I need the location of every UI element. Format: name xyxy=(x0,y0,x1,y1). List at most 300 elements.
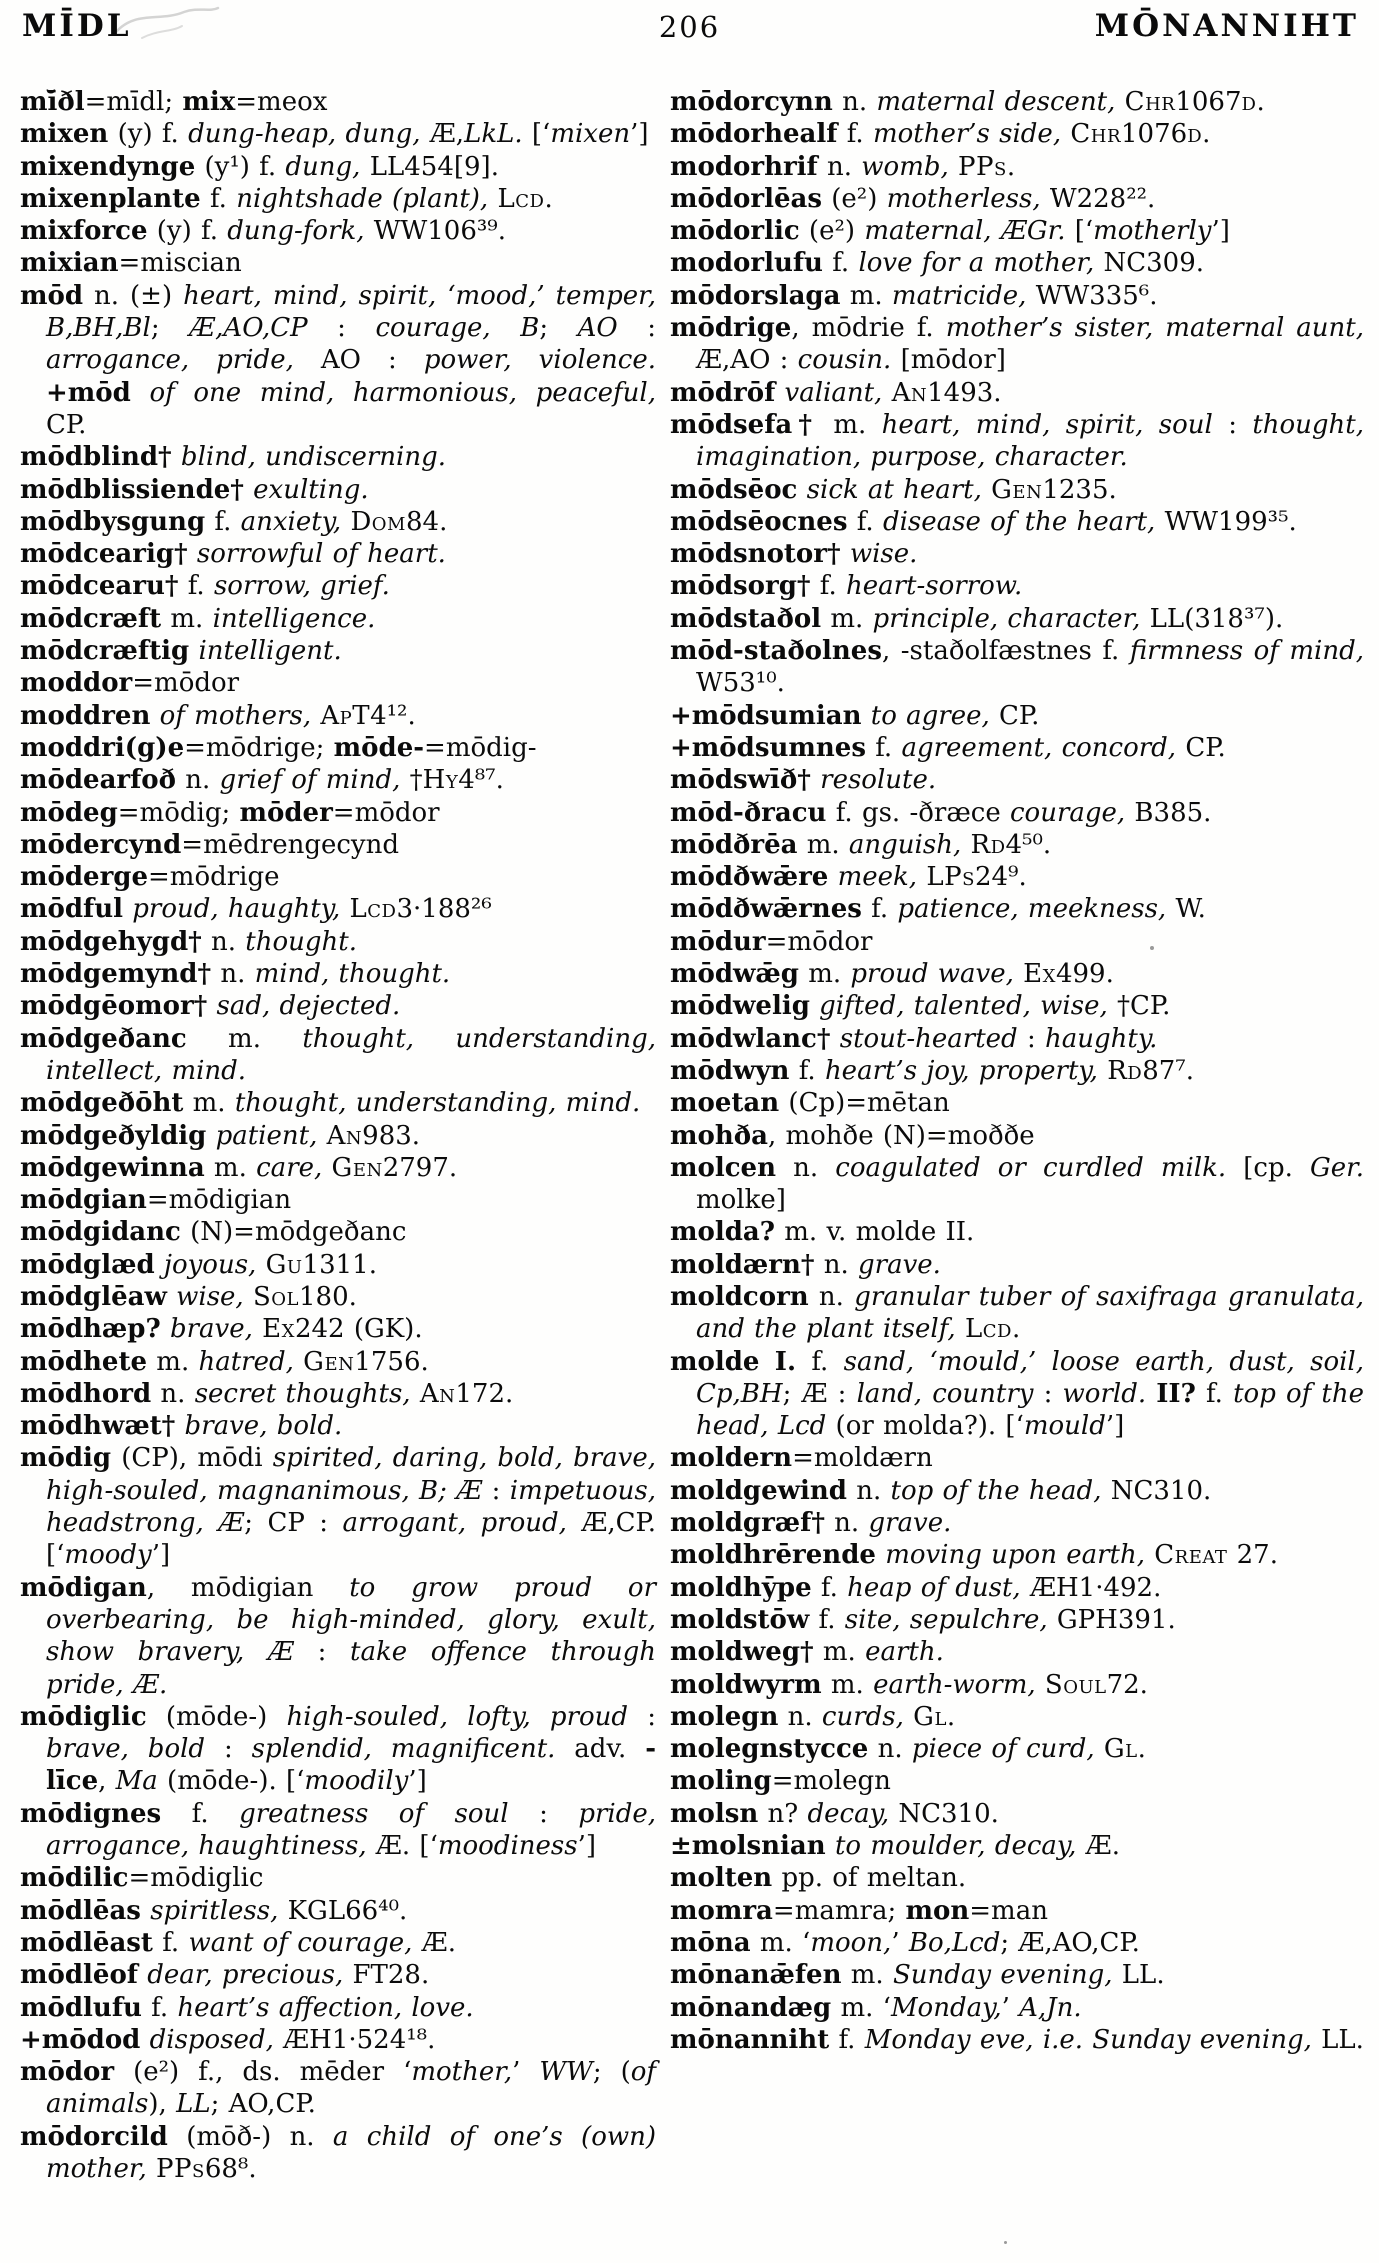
entry-text: care, xyxy=(256,1152,323,1183)
entry-text: f. xyxy=(822,248,859,279)
entry-text: ÆGr. xyxy=(1000,216,1066,247)
entry-text: ’ xyxy=(891,1927,909,1958)
entry-text: blind, undiscerning. xyxy=(180,442,446,473)
dictionary-entry xyxy=(670,926,1364,958)
headword: mōdgewinna xyxy=(20,1152,205,1183)
entry-text: earth-worm, xyxy=(873,1669,1036,1700)
entry-text: (e²) xyxy=(799,216,865,247)
headword: mōdwyn xyxy=(670,1055,790,1086)
entry-text: : xyxy=(1212,409,1253,440)
dictionary-entry xyxy=(670,280,1364,312)
entry-text: f. xyxy=(141,1992,178,2023)
entry-text: proud, haughty, xyxy=(132,894,341,925)
entry-text: =mēdrengecynd xyxy=(181,829,399,860)
headword: mixendynge xyxy=(20,151,196,182)
dictionary-entry xyxy=(20,2024,656,2056)
entry-text: =mōdor xyxy=(765,926,873,957)
entry-text: (y) f. xyxy=(108,119,189,150)
headword: mōdblind† xyxy=(20,442,172,473)
entry-text xyxy=(1145,1540,1154,1570)
entry-text: n. xyxy=(201,926,246,957)
dictionary-entry xyxy=(670,1862,1364,1894)
dictionary-entry xyxy=(20,570,656,602)
entry-text: f. xyxy=(861,894,898,925)
entry-text: (Cp)=mētan xyxy=(779,1088,950,1119)
entry-text: earth. xyxy=(865,1637,944,1668)
entry-text: m. xyxy=(161,603,213,634)
text-columns xyxy=(20,86,1364,2185)
dictionary-entry xyxy=(670,958,1364,990)
entry-text: 180. xyxy=(299,1281,357,1312)
entry-text: Bo,Lcd xyxy=(908,1927,1001,1958)
entry-text: 4⁵⁰. xyxy=(1005,829,1052,860)
entry-text xyxy=(322,1153,331,1183)
dictionary-entry xyxy=(670,1798,1364,1830)
entry-text xyxy=(904,1702,913,1732)
headword: mōdcræftig xyxy=(20,636,190,667)
headword: mōdgian xyxy=(20,1185,147,1216)
dictionary-entry xyxy=(670,797,1364,829)
entry-text: heart, mind, spirit, ‘mood,’ temper, B,BH,Bl xyxy=(46,280,656,344)
entry-text: (mōde-) xyxy=(146,1701,287,1732)
entry-text xyxy=(188,539,197,569)
entry-text: =meox xyxy=(235,87,328,117)
headword: mōdeg xyxy=(20,797,118,828)
headword: molde xyxy=(670,1346,760,1377)
dictionary-entry xyxy=(20,893,656,925)
dictionary-entry xyxy=(670,1539,1364,1571)
headword: mī̆ðl xyxy=(20,87,85,117)
headword: moddri(g)e xyxy=(20,732,185,763)
headword: moldgewind xyxy=(670,1475,847,1506)
entry-text: ; Æ,AO,CP. xyxy=(1000,1927,1140,1958)
entry-text xyxy=(961,830,970,860)
dictionary-entry xyxy=(20,474,656,506)
headword: moling xyxy=(670,1766,772,1797)
dictionary-entry xyxy=(20,247,656,279)
headword: mōdglæd xyxy=(20,1249,155,1280)
headword: mōdrōf xyxy=(670,377,776,408)
running-head-left: MĪDL xyxy=(22,8,132,44)
headword: mōdbysgung xyxy=(20,506,206,537)
entry-text: coagulated or curdled milk. xyxy=(835,1152,1227,1183)
dictionary-entry xyxy=(20,797,656,829)
entry-text: m. xyxy=(798,959,851,990)
headword: mōdcearu† xyxy=(20,571,179,602)
entry-text: m. ‘ xyxy=(831,1992,891,2023)
entry-text: =mōdor xyxy=(132,668,240,699)
entry-text: Lcd xyxy=(777,1411,827,1442)
entry-text: =man xyxy=(969,1895,1048,1926)
dictionary-entry xyxy=(20,506,656,538)
entry-text: † xyxy=(400,765,423,796)
entry-text xyxy=(140,2025,149,2055)
entry-text: =mōdrige; xyxy=(184,732,334,763)
headword: ±molsnian xyxy=(670,1831,826,1862)
entry-text xyxy=(1146,1379,1156,1409)
entry-text: 68⁸. xyxy=(204,2154,257,2184)
dictionary-entry xyxy=(670,2024,1364,2056)
headword: mōdgidanc xyxy=(20,1217,181,1248)
headword: molsn xyxy=(670,1798,759,1829)
entry-text: m. v. molde II. xyxy=(775,1217,975,1248)
entry-text: m. xyxy=(840,280,892,311)
entry-text: AO : xyxy=(293,345,424,376)
entry-text: top of the head, xyxy=(696,1378,1364,1442)
entry-text: 3·188²⁶ xyxy=(396,894,492,925)
entry-text: =mōdor xyxy=(332,797,440,828)
entry-text: WW335⁶. xyxy=(1026,280,1158,311)
entry-text: a child of one’s (own) mother, xyxy=(46,2121,656,2184)
headword: moldhrērende xyxy=(670,1540,876,1571)
headword: mōdcearig† xyxy=(20,539,188,570)
dictionary-entry xyxy=(20,280,656,441)
entry-text: valiant, xyxy=(784,377,883,408)
dictionary-entry xyxy=(20,1313,656,1345)
entry-text: Lcd xyxy=(349,894,397,925)
dictionary-entry xyxy=(20,2056,656,2121)
entry-text: n. xyxy=(151,1378,195,1409)
entry-text xyxy=(811,765,820,795)
headword: moldwyrm xyxy=(670,1669,822,1700)
entry-text: take offence through pride, Æ. xyxy=(46,1637,656,1700)
entry-text: heart’s affection, love. xyxy=(177,1992,474,2023)
entry-text: brave, bold xyxy=(46,1734,206,1765)
entry-text: cousin. xyxy=(797,345,892,376)
entry-text: of animals xyxy=(46,2057,657,2120)
headword: mōdblissiende† xyxy=(20,474,244,505)
entry-text: n. (±) xyxy=(83,280,184,311)
headword: mōder xyxy=(239,797,333,828)
entry-text xyxy=(147,2154,156,2184)
entry-text xyxy=(1095,1734,1104,1764)
entry-text: of mothers, xyxy=(159,700,312,731)
entry-text: f. xyxy=(865,732,902,763)
entry-text: resolute. xyxy=(820,765,937,796)
entry-text: ’] xyxy=(630,119,649,150)
headword: mōdwlanc† xyxy=(670,1023,831,1054)
entry-text: (mōð-) n. xyxy=(167,2121,333,2152)
entry-text: Ger. xyxy=(1310,1152,1364,1183)
entry-text: f. xyxy=(205,506,241,537)
page-header xyxy=(0,0,1379,60)
dictionary-entry xyxy=(670,1830,1364,1862)
entry-text: , mohðe (N)=moððe xyxy=(767,1120,1035,1151)
entry-text: n. xyxy=(211,959,255,990)
entry-text: n. xyxy=(176,765,220,796)
entry-text: n. xyxy=(776,1152,836,1183)
entry-text: LL xyxy=(176,2089,211,2120)
entry-text: =miscian xyxy=(118,248,242,279)
headword: mōdgēomor† xyxy=(20,991,208,1022)
entry-text: Æ. xyxy=(412,1927,456,1958)
headword: mōd-staðolnes xyxy=(670,636,882,667)
entry-text: WW199³⁵. xyxy=(1155,506,1297,537)
dictionary-entry xyxy=(670,1572,1364,1604)
entry-text: site, sepulchre, xyxy=(844,1604,1048,1635)
entry-text: n. xyxy=(778,1701,822,1732)
entry-text xyxy=(830,1024,839,1054)
dictionary-entry xyxy=(670,151,1364,183)
dictionary-entry xyxy=(670,474,1364,506)
entry-text: intelligence. xyxy=(212,603,376,634)
entry-text: high-souled, lofty, proud xyxy=(286,1701,629,1732)
entry-text: courage, B xyxy=(375,313,540,344)
dictionary-entry xyxy=(670,1249,1364,1281)
entry-text: sorrow, grief. xyxy=(213,571,390,602)
dictionary-entry xyxy=(20,732,656,764)
entry-text xyxy=(150,701,159,731)
dictionary-entry xyxy=(670,1733,1364,1765)
entry-text: f. xyxy=(811,1572,848,1603)
entry-text: : xyxy=(205,1734,252,1765)
entry-text: m. xyxy=(821,603,873,634)
entry-text: Cp,BH xyxy=(696,1378,783,1409)
entry-text: dung-fork, xyxy=(227,216,365,247)
entry-text: wise. xyxy=(849,539,918,570)
entry-text: curds, xyxy=(821,1701,904,1732)
entry-text: ÆH1·524¹⁸. xyxy=(273,2024,436,2055)
entry-text: (CP), mōdi xyxy=(111,1443,273,1474)
entry-text xyxy=(759,1347,774,1377)
entry-text xyxy=(775,378,784,408)
entry-text: hatred, xyxy=(198,1346,294,1377)
entry-text: n. xyxy=(868,1734,912,1765)
entry-text: splendid, magnificent. xyxy=(251,1734,556,1765)
headword: II? xyxy=(1156,1378,1196,1409)
entry-text: n. xyxy=(846,1475,891,1506)
entry-text: Creat xyxy=(1154,1540,1228,1571)
dictionary-entry xyxy=(20,700,656,732)
dictionary-entry xyxy=(670,1442,1364,1474)
dictionary-entry xyxy=(670,1959,1364,1991)
entry-text: moodily xyxy=(304,1766,409,1797)
headword: mixian xyxy=(20,248,119,279)
entry-text: moving upon earth, xyxy=(885,1540,1145,1571)
entry-text: =mōdigian xyxy=(146,1185,292,1216)
entry-text xyxy=(141,1896,150,1926)
dictionary-entry xyxy=(20,1281,656,1313)
dictionary-entry xyxy=(20,1992,656,2024)
entry-text: =mōdiglic xyxy=(128,1863,264,1894)
entry-text xyxy=(862,701,871,731)
dictionary-entry xyxy=(20,1862,656,1894)
headword: mōdlēast xyxy=(20,1927,153,1958)
entry-text: . xyxy=(1256,87,1265,117)
dictionary-entry xyxy=(670,1216,1364,1248)
dictionary-entry xyxy=(20,990,656,1022)
dictionary-entry xyxy=(670,247,1364,279)
entry-text xyxy=(876,1540,885,1570)
entry-text: W53¹⁰. xyxy=(696,668,785,699)
dictionary-entry xyxy=(20,958,656,990)
dictionary-entry xyxy=(20,1346,656,1378)
entry-text: thought, imagination, purpose, character. xyxy=(696,409,1365,473)
headword: molegnstycce xyxy=(670,1734,869,1765)
headword: mōdorslaga xyxy=(670,280,841,311)
entry-text: ’ xyxy=(1001,1992,1020,2023)
entry-text: An xyxy=(419,1378,456,1409)
headword: mōdcræft xyxy=(20,603,162,634)
entry-text xyxy=(131,378,150,408)
dictionary-entry xyxy=(670,1120,1364,1152)
dictionary-entry xyxy=(670,312,1364,377)
dictionary-entry xyxy=(20,441,656,473)
dictionary-entry xyxy=(670,1701,1364,1733)
entry-text: . xyxy=(1202,119,1211,150)
entry-text: pride, arrogance, haughtiness, xyxy=(46,1798,657,1862)
entry-text: m. xyxy=(186,1023,303,1054)
entry-text: =mamra; xyxy=(772,1895,906,1926)
dictionary-entry xyxy=(670,570,1364,602)
entry-text: (N)=mōdgeðanc xyxy=(180,1217,407,1248)
dictionary-entry xyxy=(20,1701,656,1798)
entry-text: f. xyxy=(809,1604,845,1635)
entry-text xyxy=(317,1121,326,1151)
entry-text: patience, meekness, xyxy=(897,894,1167,925)
entry-text: stout-hearted xyxy=(839,1023,1018,1054)
headword: mōnanǣfen xyxy=(670,1960,842,1991)
entry-text: ; CP : xyxy=(244,1508,343,1539)
entry-text: ), xyxy=(148,2089,177,2120)
dictionary-entry xyxy=(20,183,656,215)
entry-text: =mōdig- xyxy=(424,732,537,763)
headword: mōdwelig xyxy=(670,991,810,1022)
entry-text: Chr xyxy=(1124,87,1176,117)
headword: molten xyxy=(670,1863,773,1894)
entry-text: adv. xyxy=(555,1734,646,1765)
entry-text: PPs xyxy=(156,2154,205,2184)
entry-text xyxy=(810,991,819,1021)
entry-text: m. xyxy=(183,1088,235,1119)
entry-text: 1067 xyxy=(1175,87,1242,117)
entry-text xyxy=(882,378,891,408)
headword: modorlufu xyxy=(670,248,823,279)
entry-text: NC310. xyxy=(889,1798,999,1829)
entry-text: moodiness xyxy=(437,1831,578,1862)
dictionary-entry xyxy=(670,1636,1364,1668)
entry-text: nightshade (plant), xyxy=(236,183,489,214)
entry-text xyxy=(175,1411,184,1441)
dictionary-entry xyxy=(20,635,656,667)
entry-text: motherless, xyxy=(886,183,1041,214)
entry-text: sand, ‘mould,’ loose earth, dust, soil, xyxy=(843,1346,1364,1377)
dictionary-entry xyxy=(20,86,656,118)
entry-text: wise, xyxy=(176,1281,244,1312)
entry-text: Æ,AO : xyxy=(696,345,798,376)
entry-text xyxy=(244,475,253,505)
dictionary-entry xyxy=(670,506,1364,538)
entry-text: ApT xyxy=(320,700,371,731)
entry-text: ’] xyxy=(577,1831,597,1862)
entry-text: firmness of mind, xyxy=(1129,636,1365,667)
entry-text: ’] xyxy=(1105,1411,1125,1442)
entry-text: W228²². xyxy=(1040,183,1156,214)
entry-text: principle, character, xyxy=(872,603,1141,634)
entry-text: m. xyxy=(147,1346,199,1377)
headword: mixenplante xyxy=(20,183,201,214)
headword: mōdilic xyxy=(20,1863,129,1894)
entry-text: Chr xyxy=(1070,119,1122,150)
entry-text: d xyxy=(1187,119,1203,150)
entry-text: Ma xyxy=(115,1766,158,1797)
entry-text xyxy=(138,1960,147,1990)
dictionary-entry xyxy=(20,1184,656,1216)
entry-text: Hy xyxy=(422,765,459,796)
dictionary-entry xyxy=(670,893,1364,925)
entry-text: CP. xyxy=(989,700,1040,731)
dictionary-entry xyxy=(670,1604,1364,1636)
entry-text: Monday, xyxy=(890,1992,1002,2023)
entry-text: : xyxy=(508,1798,579,1829)
running-head-right: MŌNANNIHT xyxy=(1094,8,1359,44)
entry-text: [‘ xyxy=(522,119,551,150)
entry-text xyxy=(769,1411,778,1441)
entry-text: intelligent. xyxy=(198,636,342,667)
entry-text: disease of the heart, xyxy=(882,506,1156,537)
headword: mōdlufu xyxy=(20,1992,142,2023)
dictionary-entry xyxy=(670,118,1364,150)
entry-text: Sunday evening, xyxy=(892,1960,1113,1991)
entry-text: 242 (GK). xyxy=(294,1314,423,1345)
headword: mōdorhealf xyxy=(670,119,838,150)
dictionary-entry xyxy=(20,1442,656,1571)
entry-text: m. xyxy=(813,1637,866,1668)
dictionary-entry xyxy=(20,215,656,247)
entry-text: Rd xyxy=(970,829,1006,860)
entry-text: sorrowful of heart. xyxy=(196,539,446,570)
headword: mōdorcynn xyxy=(670,87,833,117)
entry-text: m. xyxy=(797,829,849,860)
entry-text: f. xyxy=(789,1055,825,1086)
entry-text xyxy=(1098,1056,1107,1086)
dictionary-entry xyxy=(670,1087,1364,1119)
entry-text: : xyxy=(628,1701,656,1732)
entry-text: , mōdrie f. xyxy=(791,313,946,344)
headword: mōdearfoð xyxy=(20,765,176,796)
entry-text: ; ( xyxy=(592,2057,631,2088)
dictionary-entry xyxy=(20,1895,656,1927)
entry-text: NC309. xyxy=(1094,248,1205,279)
entry-text: of one mind, harmonious, peaceful, xyxy=(149,377,656,408)
entry-text: =moldærn xyxy=(792,1443,933,1474)
entry-text: Æ. [‘ xyxy=(366,1831,438,1862)
entry-text: AO xyxy=(577,313,618,344)
entry-text: Gen xyxy=(331,1152,383,1183)
entry-text: [mōdor] xyxy=(891,345,1006,376)
entry-text: womb, xyxy=(861,151,949,182)
entry-text: LL(318³⁷). xyxy=(1140,603,1284,634)
entry-text: grief of mind, xyxy=(219,765,401,796)
entry-text: =molegn xyxy=(771,1766,891,1797)
dictionary-entry xyxy=(670,377,1364,409)
entry-text: (y) f. xyxy=(147,216,228,247)
entry-text: Æ,AO,CP xyxy=(189,313,308,344)
dictionary-entry xyxy=(20,1959,656,1991)
entry-text: FT28. xyxy=(343,1960,430,1991)
headword: mōdlēof xyxy=(20,1960,138,1991)
dictionary-entry xyxy=(20,764,656,796)
headword: modorhrif xyxy=(670,151,818,182)
entry-text: to grow proud or overbearing, be high-minded, glory, exult, show bravery, Æ xyxy=(46,1572,656,1668)
entry-text: impetuous, headstrong, Æ xyxy=(46,1475,656,1539)
headword: molcen xyxy=(670,1152,777,1183)
entry-text: dung, xyxy=(285,151,361,182)
dictionary-entry xyxy=(670,1475,1364,1507)
entry-text: f. xyxy=(200,183,237,214)
entry-text: : xyxy=(293,1637,351,1668)
entry-text: , mōdigian xyxy=(146,1572,350,1603)
